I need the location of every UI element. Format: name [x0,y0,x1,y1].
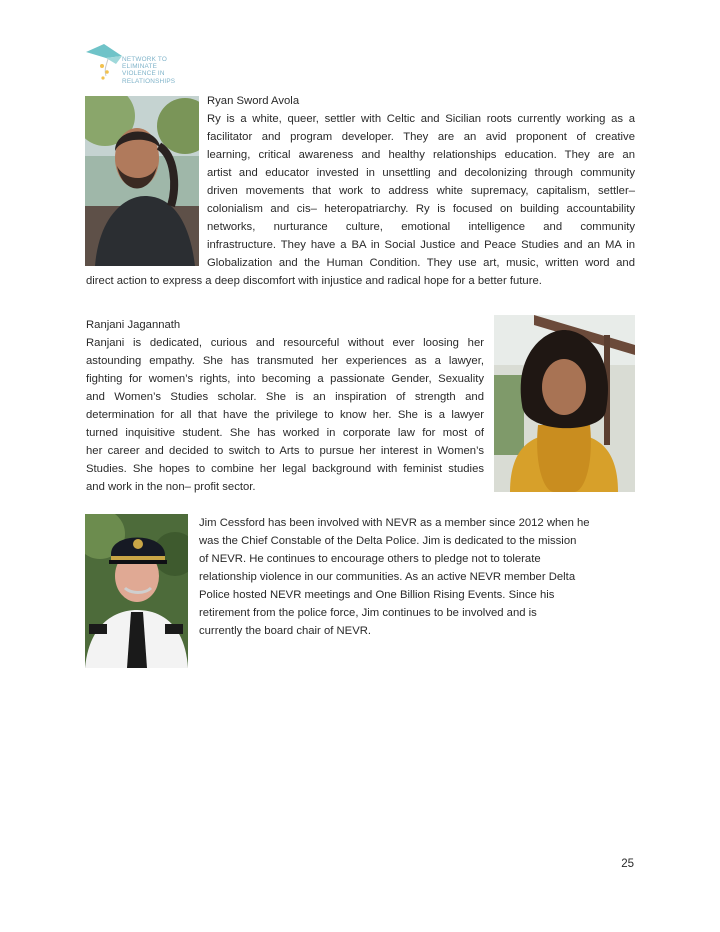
bio-line: networks, nurturance culture, emotional intelligence and community [207,221,635,233]
bio-line: relationship violence in our communities. As an active NEVR member Delta [199,571,576,583]
bio-name: Ryan Sword Avola [207,95,300,107]
bio-line: colonialism and cis– heteropatriarchy. Ry is focused on building accountability [207,203,635,215]
bio-line: direct action to express a deep discomfort with injustice and radical hope for a better future. [86,275,542,287]
bio-line: astounding empathy. She has transmuted her experiences as a lawyer, [86,355,484,367]
bio-name: Ranjani Jagannath [86,319,181,331]
jim-photo [85,514,188,668]
bio-line: Ranjani is dedicated, curious and resourceful without ever loosing her [86,337,484,349]
bio-line: infrastructure. They have a BA in Social Justice and Peace Studies and an MA in [207,239,635,251]
bio-line: facilitator and program developer. They are an avid proponent of creative [207,131,635,143]
bio-line: driven movements that work to address white supremacy, capitalism, settler– [207,185,635,197]
bio-line: Globalization and the Human Condition. They use art, music, written word and [207,257,635,269]
bio-line: artist and educator invested in unsettling and decolonizing through community [207,167,635,179]
ranjani-photo [494,315,635,492]
bio-line: was the Chief Constable of the Delta Police. Jim is dedicated to the mission [199,535,577,547]
page-number: 25 [621,858,634,870]
bio-line: fighting for women’s rights, into becoming a passionate Gender, Sexuality [86,373,484,385]
bio-line: Jim Cessford has been involved with NEVR as a member since 2012 when he [199,517,590,529]
bio-line: Police hosted NEVR meetings and One Billion Rising Events. Since his [199,589,555,601]
bio-line: retirement from the police force, Jim continues to be involved and is [199,607,537,619]
bio-line: learning, critical awareness and healthy relationships education. They are an [207,149,635,161]
logo-line: RELATIONSHIPS [122,77,176,85]
bio-line: and Women’s Studies scholar. She is an inspiration of strength and [86,391,484,403]
logo-line: NETWORK TO [122,56,168,63]
bio-line: Studies. She hopes to combine her legal background with feminist studies [86,463,484,475]
bio-line: Ry is a white, queer, settler with Celtic and Sicilian roots currently working as a [207,113,635,125]
kite-icon [86,42,126,86]
bio-line: of NEVR. He continues to encourage others to pledge not to tolerate [199,553,541,565]
logo-text [122,56,175,85]
bio-line: her career and decided to switch to Arts to pursue her interest in Women’s [86,445,484,457]
logo-line: VIOLENCE IN [122,70,165,78]
bio-line: turned inquisitive student. She has worked in corporate law for most of [86,427,484,439]
nevr-logo [86,42,186,92]
ryan-photo [85,96,199,266]
bio-line: determination for all that have the privilege to know her. She is a lawyer [86,409,484,421]
bio-line: currently the board chair of NEVR. [199,625,372,637]
bio-line: and work in the non– profit sector. [86,481,256,493]
logo-line: ELIMINATE [122,63,158,71]
